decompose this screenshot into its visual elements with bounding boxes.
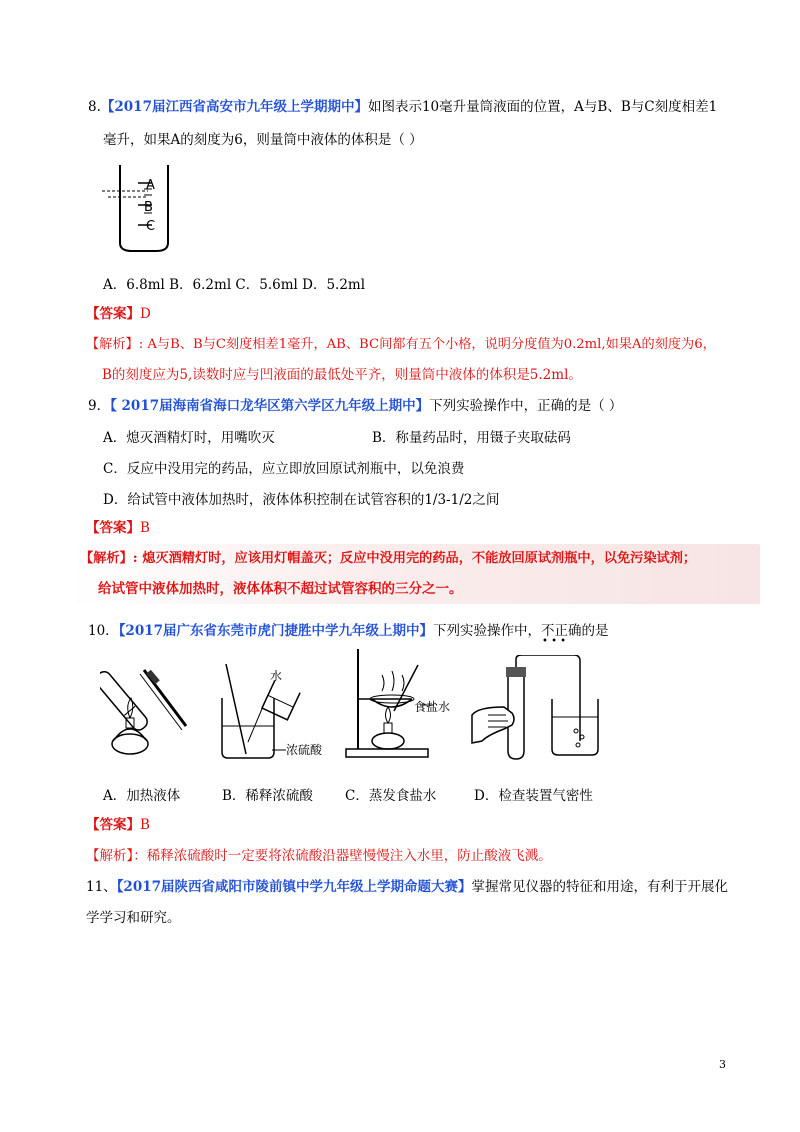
q9-answer-label: 【答案】 bbox=[86, 520, 140, 536]
q8-header bbox=[88, 98, 717, 116]
q9-option-d: D．给试管中液体加热时，液体体积控制在试管容积的1/3-1/2之间 bbox=[103, 492, 500, 508]
q9-analysis-line1: 【解析】: 熄灭酒精灯时，应该用灯帽盖灭；反应中没用完的药品，不能放回原试剂瓶中，以免污染试剂； bbox=[80, 551, 697, 566]
q10-stem: 下列实验操作中，不正确的是 bbox=[433, 623, 609, 639]
q8-analysis-line2: B的刻度应为5,读数时应与凹液面的最低处平齐，则量筒中液体的体积是5.2ml。 bbox=[102, 367, 582, 383]
label-acid: 浓硫酸 bbox=[286, 743, 323, 757]
q11-source: 【2017届陕西省咸阳市陵前镇中学九年级上学期命题大赛】 bbox=[116, 879, 472, 895]
q9-header bbox=[88, 397, 622, 415]
label-b: B bbox=[144, 200, 153, 215]
label-water: 水 bbox=[270, 669, 283, 683]
q11-stem-line2: 学学习和研究。 bbox=[86, 910, 181, 926]
q10-source: 【2017届广东省东莞市虎门捷胜中学九年级上期中】 bbox=[118, 623, 434, 639]
graduated-cylinder-figure bbox=[100, 163, 180, 253]
label-saltwater: 食盐水 bbox=[414, 700, 451, 714]
q9-source: 【 2017届海南省海口龙华区第六学区九年级上期中】 bbox=[110, 398, 430, 414]
q8-stem-line1: 如图表示10毫升量筒液面的位置，A与B、B与C刻度相差1 bbox=[367, 99, 718, 115]
q9-answer-value: B bbox=[140, 520, 150, 536]
q11-header bbox=[86, 878, 728, 896]
q8-options: A．6.8ml B．6.2ml C．5.6ml D．5.2ml bbox=[103, 277, 366, 293]
q9-option-a: A．熄灭酒精灯时，用嘴吹灭 bbox=[103, 430, 275, 446]
q10-option-d: D．检查装置气密性 bbox=[474, 788, 593, 804]
emphasis-dots: • • • bbox=[542, 636, 567, 647]
q10-analysis: 【解析】：稀释浓硫酸时一定要将浓硫酸沿器壁慢慢注入水里，防止酸液飞溅。 bbox=[86, 848, 552, 864]
q10-option-b: B．稀释浓硫酸 bbox=[222, 788, 313, 804]
q8-source: 【2017届江西省高安市九年级上学期期中】 bbox=[100, 99, 368, 115]
q8-stem-line2: 毫升，如果A的刻度为6，则量筒中液体的体积是（ ） bbox=[103, 132, 423, 148]
q9-option-b: B．称量药品时，用镊子夹取砝码 bbox=[372, 430, 571, 446]
figure-check-airtightness bbox=[468, 655, 608, 765]
q8-answer-label: 【答案】 bbox=[86, 306, 140, 322]
label-a: A bbox=[146, 178, 155, 193]
q8-number: 8. bbox=[88, 99, 101, 115]
q8-answer bbox=[86, 305, 151, 323]
q10-number: 10． bbox=[88, 623, 119, 639]
q9-answer bbox=[86, 519, 150, 537]
q9-stem: 下列实验操作中，正确的是（ ） bbox=[429, 398, 623, 414]
q8-analysis-line1: 【解析】: A与B、B与C刻度相差1毫升，AB、BC间都有五个小格，说明分度值为0.2ml,如果A的刻度为6， bbox=[86, 337, 716, 352]
q10-answer-value: B bbox=[140, 817, 150, 833]
q9-analysis-line2: 给试管中液体加热时，液体体积不超过试管容积的三分之一。 bbox=[98, 581, 463, 597]
q9-option-c: C．反应中没用完的药品，应立即放回原试剂瓶中，以免浪费 bbox=[103, 461, 465, 477]
figure-dilute-acid bbox=[212, 658, 327, 763]
q8-answer-value: D bbox=[140, 306, 151, 322]
figure-evaporate-saltwater bbox=[342, 645, 467, 763]
q11-stem-line1: 掌握常见仪器的特征和用途，有利于开展化 bbox=[471, 879, 729, 895]
q10-option-c: C．蒸发食盐水 bbox=[345, 788, 437, 804]
q10-option-a: A．加热液体 bbox=[103, 788, 181, 804]
q10-answer bbox=[86, 816, 150, 834]
q10-answer-label: 【答案】 bbox=[86, 817, 140, 833]
q9-number: 9． bbox=[88, 398, 111, 414]
q10-header bbox=[88, 622, 609, 640]
label-c: C bbox=[146, 219, 156, 234]
page-number: 3 bbox=[719, 1058, 726, 1071]
q11-number: 11、 bbox=[86, 879, 117, 895]
figure-heating-liquid bbox=[100, 648, 195, 758]
